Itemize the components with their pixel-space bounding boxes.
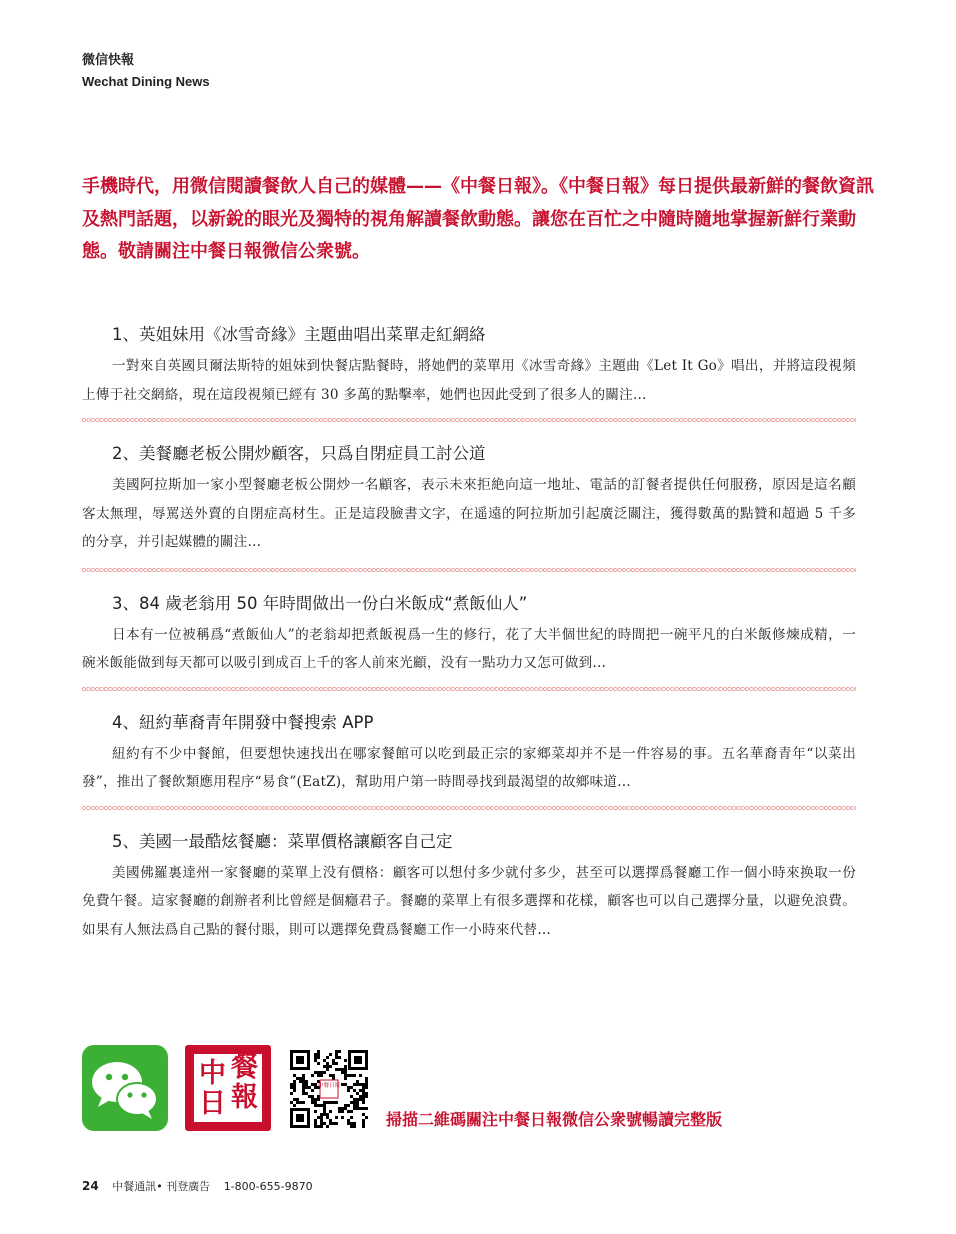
article-body: 美國佛羅裏達州一家餐廳的菜單上没有價格：顧客可以想付多少就付多少，甚至可以選擇爲餐廳工作一個小時來换取一份免費午餐。這家餐廳的創辦者利比曾經是個癮君子。餐廳的菜單上有很多選擇和花樣，顧客也可以自己選擇分量，以避免浪費。如果有人無法爲自己點的餐付賬，則可以選擇免費爲餐廳工作一小時來代替… <box>82 864 856 938</box>
article-item <box>82 706 856 811</box>
page-number: 24 <box>82 1179 99 1193</box>
publication-name: 中餐通訊• 刊登廣告 <box>112 1180 211 1193</box>
article-body: 紐約有不少中餐館，但要想快速找出在哪家餐館可以吃到最正宗的家鄉菜却并不是一件容易的事。五名華裔青年“以菜出發”，推出了餐飲類應用程序“易食”(EatZ)，幫助用户第一時間尋找到最渴望的故鄉味道… <box>82 745 856 790</box>
qr-caption: 掃描二維碼關注中餐日報微信公衆號暢讀完整版 <box>386 1110 723 1129</box>
logo-char: 中 <box>199 1058 226 1089</box>
article-body: 日本有一位被稱爲“煮飯仙人”的老翁却把煮飯視爲一生的修行，花了大半個世紀的時間把一碗平凡的白米飯修煉成精，一碗米飯能做到每天都可以吸引到成百上千的客人前來光顧，没有一點功力又怎可做到… <box>82 626 856 671</box>
paper-logo <box>185 1045 271 1131</box>
section-title-en: Wechat Dining News <box>82 74 210 89</box>
page-footer <box>82 1178 313 1194</box>
wave-divider <box>82 567 856 573</box>
article-title: 5、美國一最酷炫餐廳：菜單價格讓顧客自己定 <box>112 831 453 851</box>
article-list <box>82 318 856 944</box>
wave-divider <box>82 686 856 692</box>
article-title: 4、紐約華裔青年開發中餐搜索 APP <box>112 712 374 732</box>
article-item <box>82 587 856 692</box>
article-title: 3、84 歲老翁用 50 年時間做出一份白米飯成“煮飯仙人” <box>112 593 528 613</box>
article-item <box>82 825 856 945</box>
article-item <box>82 318 856 423</box>
intro-paragraph: 手機時代，用微信閱讀餐飲人自己的媒體——《中餐日報》。《中餐日報》每日提供最新鮮的餐飲資訊及熱門話題，以新銳的眼光及獨特的視角解讀餐飲動態。讓您在百忙之中隨時隨地掌握新鮮行業動態。敬請關注中餐日報微信公衆號。 <box>82 176 874 262</box>
ad-phone: 1-800-655-9870 <box>223 1180 313 1193</box>
qr-code <box>290 1050 368 1128</box>
logo-char: 報 <box>231 1082 258 1113</box>
wechat-logo-icon <box>82 1045 168 1131</box>
section-title-cn: 微信快報 <box>82 53 135 68</box>
article-body: 美國阿拉斯加一家小型餐廳老板公開炒一名顧客，表示未來拒絶向這一地址、電話的訂餐者提供任何服務，原因是這名顧客太無理，辱罵送外賣的自閉症高材生。正是這段臉書文字，在遥遠的阿拉斯加引起廣泛關注，獲得數萬的點贊和超過 5 千多的分享，并引起媒體的關注… <box>82 477 856 550</box>
page-header <box>82 52 210 91</box>
logo-char: 日 <box>199 1088 226 1119</box>
article-item <box>82 437 856 573</box>
qr-stamp-text: 中餐日報 <box>317 1083 341 1089</box>
article-title: 2、美餐廳老板公開炒顧客，只爲自閉症員工討公道 <box>112 444 486 463</box>
logo-char: 餐 <box>231 1052 258 1083</box>
wave-divider <box>82 805 856 811</box>
article-body: 一對來自英國貝爾法斯特的姐妹到快餐店點餐時，將她們的菜單用《冰雪奇緣》主題曲《Let It Go》唱出，并將這段視頻上傳于社交網絡，現在這段視頻已經有 30 多萬的點擊率，她們也因此受到了很多人的關注… <box>82 358 856 403</box>
article-title: 1、英姐妹用《冰雪奇緣》主題曲唱出菜單走紅網絡 <box>112 325 486 344</box>
wave-divider <box>82 417 856 423</box>
